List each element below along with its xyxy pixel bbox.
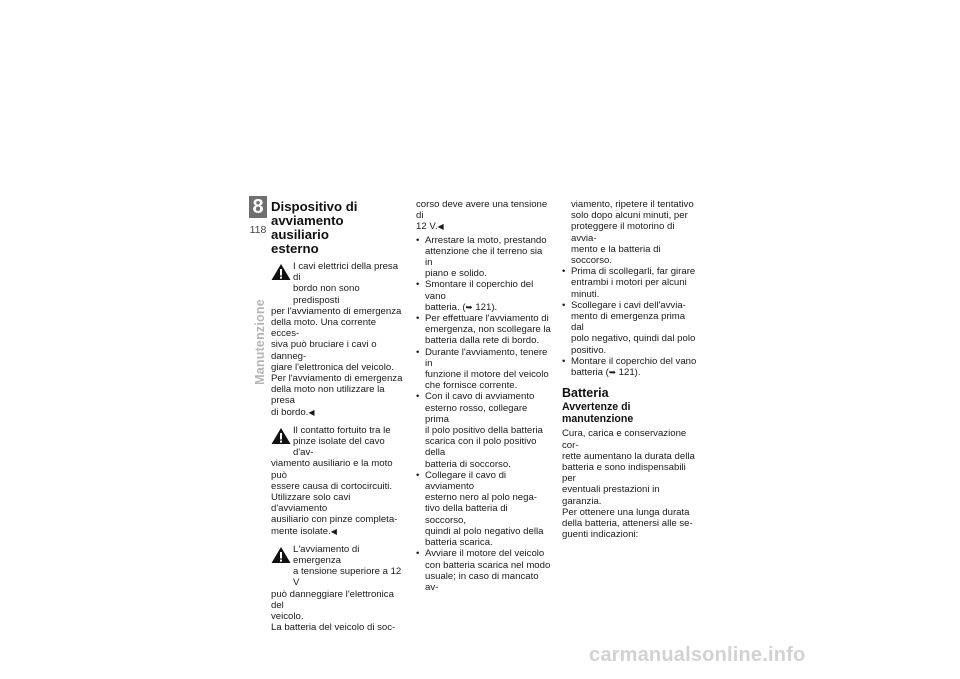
page-ref-arrow-icon: ➥ (465, 301, 473, 312)
chapter-number: 8 (249, 196, 267, 218)
list-item: • Arrestare la moto, prestando attenzione che il terreno sia in piano e solido. (416, 235, 551, 280)
battery-subheading: Avvertenze di manutenzione (562, 401, 634, 426)
paragraph: Per l'avviamento di emergenza della moto non utilizzare la presa di bordo.◀ (271, 373, 403, 418)
warning-icon (271, 263, 291, 281)
chapter-title: Manutenzione (253, 299, 267, 385)
list-item: • Per effettuare l'avviamento di emergenza, non scollegare la batteria dalla rete di bordo. (416, 313, 551, 347)
paragraph: Cura, carica e conservazione cor- rette aumentano la durata della batteria e sono indispensabili per eventuali prestazioni in garanzia. Per ottenere una lunga durata della batteria, attenersi alle se- guenti indicazioni: (562, 428, 695, 541)
list-item: • Smontare il coperchio del vano batteria. (➥ 121). (416, 279, 551, 313)
section-title: Dispositivo di avviamento ausiliario esterno (271, 199, 358, 256)
steps-list (562, 266, 698, 378)
column-3 (562, 199, 698, 540)
page-number: 118 (249, 224, 267, 236)
end-mark-icon: ◀ (437, 222, 444, 232)
list-item: • Con il cavo di avviamento esterno rosso, collegare prima il polo positivo della batteria scarica con il polo positivo della batteria di soccorso. (416, 391, 551, 469)
page-ref[interactable]: 121). (475, 301, 498, 313)
battery-heading: Batteria (562, 386, 609, 401)
end-mark-icon: ◀ (330, 526, 337, 536)
list-item: • Montare il coperchio del vano batteria (➥ 121). (562, 356, 698, 378)
paragraph: corso deve avere una tensione di 12 V.◀ (416, 199, 548, 233)
warning-block: I cavi elettrici della presa di bordo non sono predisposti per l'avviamento di emergenza della moto. Una corrente ecces- siva può bruciare i cavi o danneg- giare l'elettronica del veicolo. (271, 261, 402, 373)
column-2 (416, 199, 551, 593)
warning-block: L'avviamento di emergenza a tensione superiore a 12 V può danneggiare l'elettronica del veicolo. (271, 543, 402, 623)
warning-icon (271, 427, 291, 445)
list-item: • Durante l'avviamento, tenere in funzione il motore del veicolo che fornisce corrente. (416, 347, 551, 392)
list-item: • Prima di scollegarli, far girare entrambi i motori per alcuni minuti. (562, 266, 698, 300)
paragraph: La batteria del veicolo di soc- (271, 622, 396, 634)
paragraph: viamento, ripetere il tentativo solo dopo alcuni minuti, per proteggere il motorino di avvia- mento e la batteria di soccorso. (571, 199, 694, 267)
end-mark-icon: ◀ (308, 407, 315, 417)
watermark: carmanualsonline.info (589, 644, 806, 666)
page-ref-arrow-icon: ➥ (608, 367, 616, 378)
page-ref[interactable]: 121). (618, 367, 641, 379)
list-item: • Collegare il cavo di avviamento esterno nero al polo nega- tivo della batteria di soccorso, quindi al polo negativo della batteria scarica. (416, 470, 551, 548)
steps-list (416, 235, 551, 594)
list-item: • Scollegare i cavi dell'avvia- mento di emergenza prima dal polo negativo, quindi dal polo positivo. (562, 300, 698, 356)
warning-block: Il contatto fortuito tra le pinze isolate del cavo d'av- viamento ausiliario e la moto può essere causa di cortocircuiti. Utilizzare solo cavi d'avviamento ausiliario con pinze completa- mente isolate.◀ (271, 424, 398, 537)
column-1 (271, 200, 404, 634)
warning-icon (271, 546, 291, 564)
list-item: • Avviare il motore del veicolo con batteria scarica nel modo usuale; in caso di mancato av- (416, 548, 551, 593)
